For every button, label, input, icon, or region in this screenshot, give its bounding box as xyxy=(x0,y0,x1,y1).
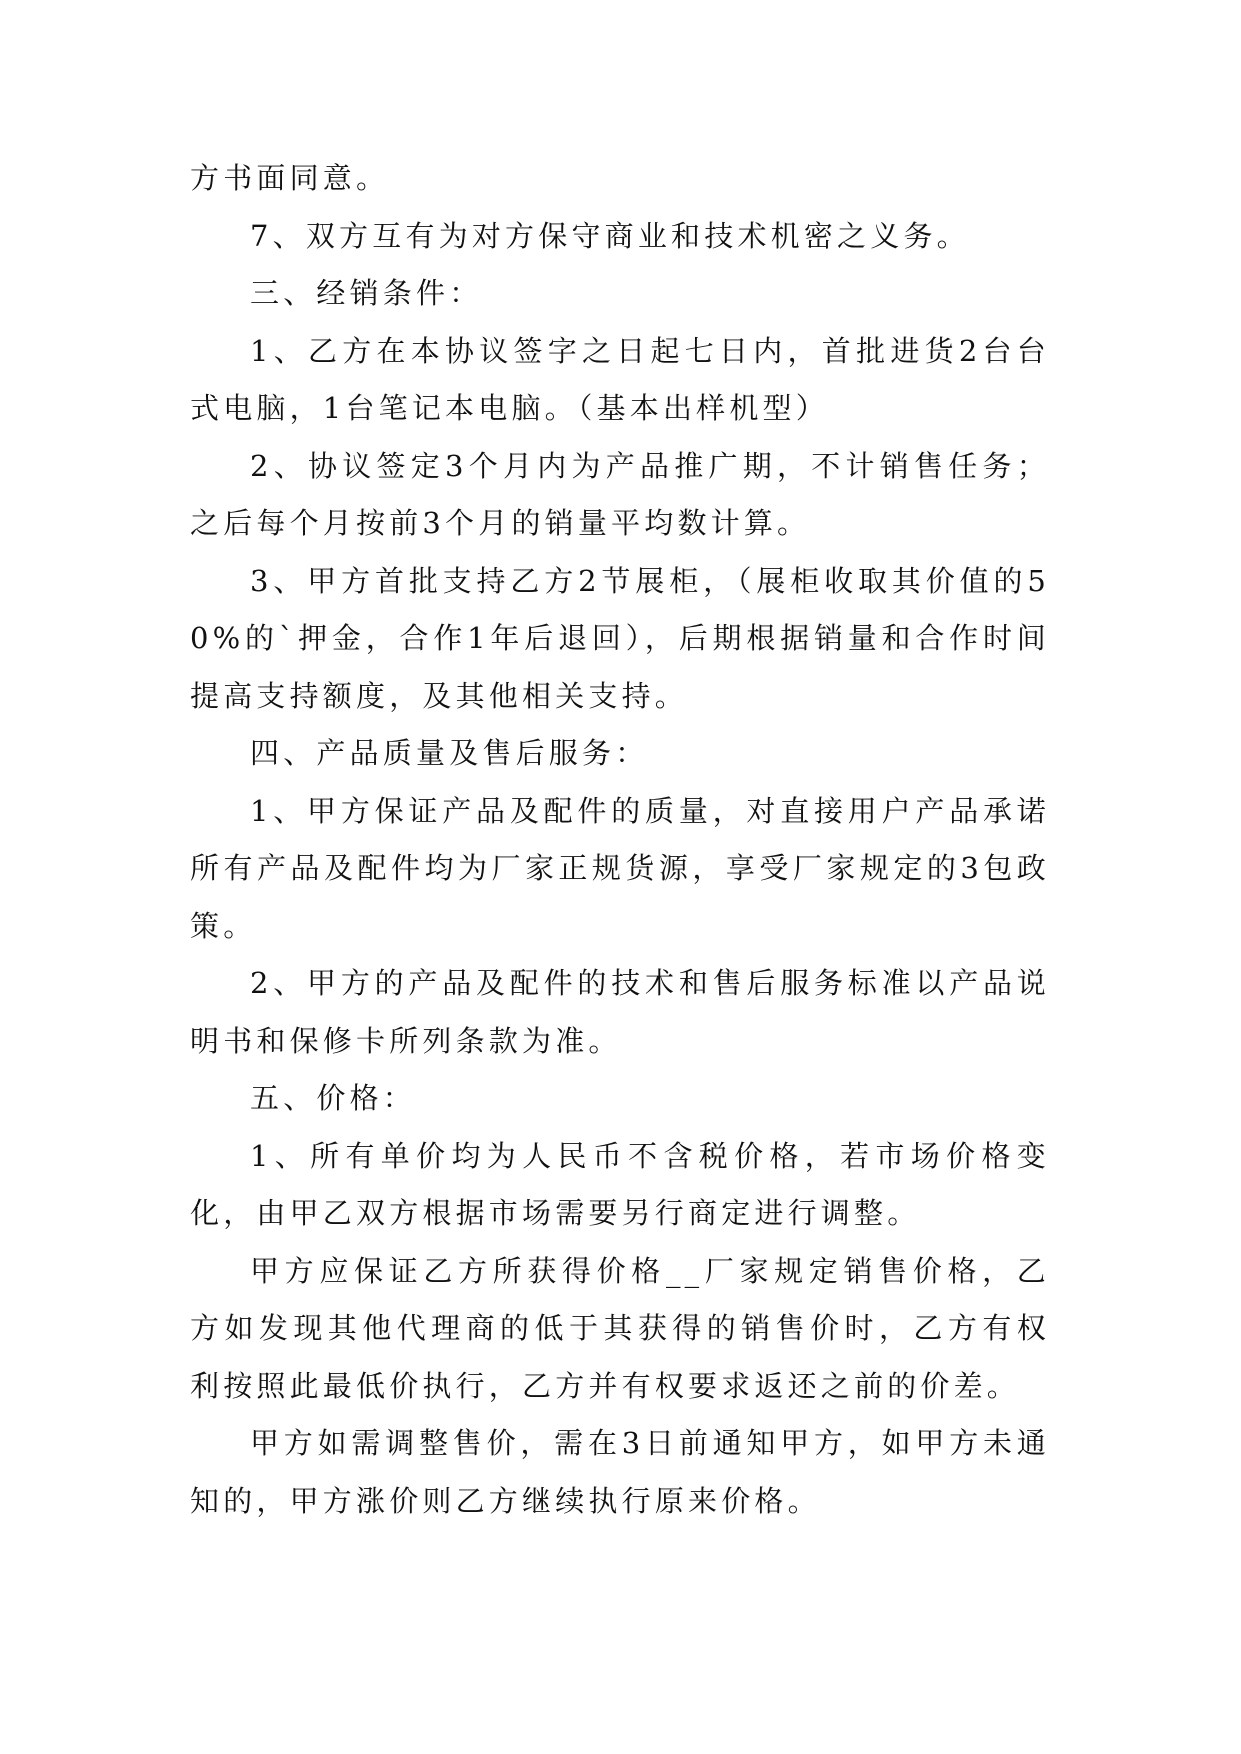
document-body xyxy=(190,150,1050,1530)
paragraph-clause-4-1: 1、甲方保证产品及配件的质量，对直接用户产品承诺所有产品及配件均为厂家正规货源，享受厂家规定的3包政策。 xyxy=(190,793,1050,943)
paragraph-clause-4-2: 2、甲方的产品及配件的技术和售后服务标准以产品说明书和保修卡所列条款为准。 xyxy=(190,966,1050,1058)
paragraph-clause-3-2: 2、协议签定3个月内为产品推广期，不计销售任务；之后每个月按前3个月的销量平均数计算。 xyxy=(190,448,1050,540)
paragraph-clause-3-3: 3、甲方首批支持乙方2节展柜，（展柜收取其价值的50%的`押金，合作1年后退回），后期根据销量和合作时间提高支持额度，及其他相关支持。 xyxy=(190,563,1050,713)
section-heading-quality-service: 四、产品质量及售后服务： xyxy=(250,736,649,770)
section-heading-price: 五、价格： xyxy=(250,1081,417,1115)
paragraph-clause-3-1: 1、乙方在本协议签字之日起七日内，首批进货2台台式电脑，1台笔记本电脑。（基本出样机型） xyxy=(190,333,1050,425)
paragraph-clause-2-7: 7、双方互有为对方保守商业和技术机密之义务。 xyxy=(250,218,970,253)
section-heading-distribution-terms: 三、经销条件： xyxy=(250,276,483,310)
paragraph-continuation: 方书面同意。 xyxy=(190,161,390,195)
paragraph-price-adjustment: 甲方如需调整售价，需在3日前通知甲方，如甲方未通知的，甲方涨价则乙方继续执行原来价格。 xyxy=(190,1426,1050,1518)
paragraph-price-guarantee: 甲方应保证乙方所获得价格__厂家规定销售价格，乙方如发现其他代理商的低于其获得的销售价时，乙方有权利按照此最低价执行，乙方并有权要求返还之前的价差。 xyxy=(190,1253,1050,1403)
paragraph-clause-5-1: 1、所有单价均为人民币不含税价格，若市场价格变化，由甲乙双方根据市场需要另行商定进行调整。 xyxy=(190,1138,1050,1230)
